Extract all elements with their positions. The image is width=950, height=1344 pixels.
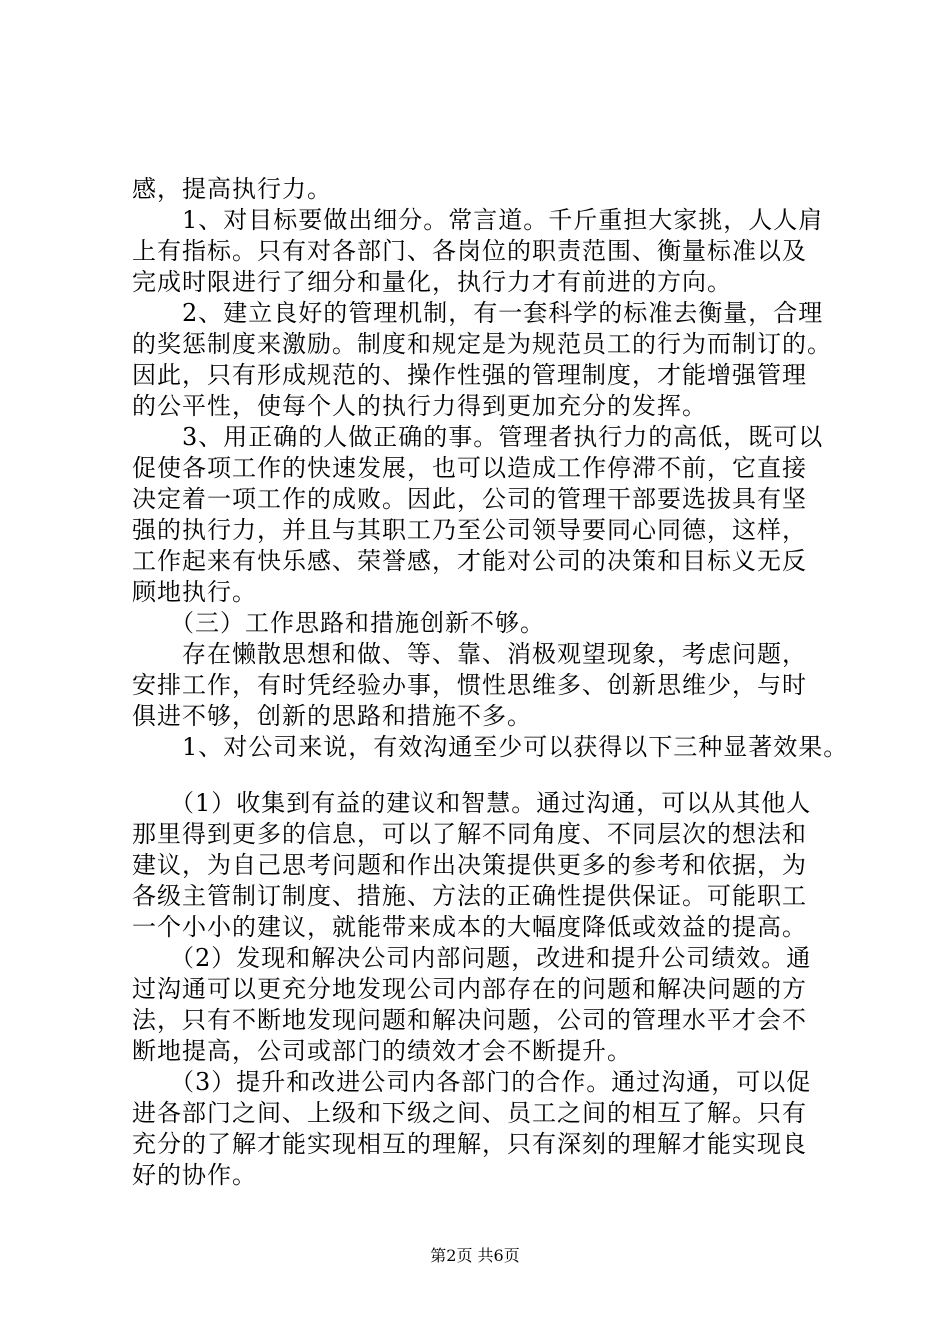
- body-text-line: 俱进不够，创新的思路和措施不多。: [132, 702, 532, 730]
- body-text-line: 上有指标。只有对各部门、各岗位的职责范围、衡量标准以及: [132, 237, 807, 265]
- body-text-line: 顾地执行。: [132, 578, 257, 606]
- body-text-line: 强的执行力，并且与其职工乃至公司领导要同心同德，这样，: [132, 516, 807, 544]
- body-text-line: 工作起来有快乐感、荣誉感，才能对公司的决策和目标义无反: [132, 547, 807, 575]
- body-text-line: 各级主管制订制度、措施、方法的正确性提供保证。可能职工: [132, 882, 807, 910]
- body-text-line: （1）收集到有益的建议和智慧。通过沟通，可以从其他人: [132, 789, 812, 817]
- section-heading: （三）工作思路和措施创新不够。: [132, 609, 545, 637]
- body-text-line: 建议，为自己思考问题和作出决策提供更多的参考和依据，为: [132, 851, 807, 879]
- body-text-line: 那里得到更多的信息，可以了解不同角度、不同层次的想法和: [132, 820, 807, 848]
- body-text-line: 法，只有不断地发现问题和解决问题，公司的管理水平才会不: [132, 1006, 807, 1034]
- body-text-line: 存在懒散思想和做、等、靠、消极观望现象，考虑问题，: [132, 640, 807, 668]
- body-text-line: 的奖惩制度来激励。制度和规定是为规范员工的行为而制订的。: [132, 330, 832, 358]
- body-text-line: 1、对公司来说，有效沟通至少可以获得以下三种显著效果。: [132, 733, 849, 761]
- page-number: 第2页 共6页: [430, 1246, 520, 1265]
- body-text-line: 完成时限进行了细分和量化，执行力才有前进的方向。: [132, 268, 732, 296]
- body-text-line: 进各部门之间、上级和下级之间、员工之间的相互了解。只有: [132, 1099, 807, 1127]
- body-text-line: （2）发现和解决公司内部问题，改进和提升公司绩效。通: [132, 944, 812, 972]
- body-text-line: 促使各项工作的快速发展，也可以造成工作停滞不前，它直接: [132, 454, 807, 482]
- body-text-line: 充分的了解才能实现相互的理解，只有深刻的理解才能实现良: [132, 1130, 807, 1158]
- body-text-line: 3、用正确的人做正确的事。管理者执行力的高低，既可以: [132, 423, 824, 451]
- body-text-line: 2、建立良好的管理机制，有一套科学的标准去衡量，合理: [132, 299, 824, 327]
- body-text-line: 一个小小的建议，就能带来成本的大幅度降低或效益的提高。: [132, 913, 807, 941]
- body-text-line: 断地提高，公司或部门的绩效才会不断提升。: [132, 1037, 632, 1065]
- body-text-line: 的公平性，使每个人的执行力得到更加充分的发挥。: [132, 392, 707, 420]
- body-text-line: 过沟通可以更充分地发现公司内部存在的问题和解决问题的方: [132, 975, 807, 1003]
- body-text-line: （3）提升和改进公司内各部门的合作。通过沟通，可以促: [132, 1068, 812, 1096]
- body-text-line: 好的协作。: [132, 1161, 257, 1189]
- body-text-line: 1、对目标要做出细分。常言道。千斤重担大家挑，人人肩: [132, 206, 824, 234]
- body-text-line: 感，提高执行力。: [132, 175, 332, 203]
- body-text-line: 因此，只有形成规范的、操作性强的管理制度，才能增强管理: [132, 361, 807, 389]
- body-text-line: 决定着一项工作的成败。因此，公司的管理干部要选拔具有坚: [132, 485, 807, 513]
- body-text-line: 安排工作，有时凭经验办事，惯性思维多、创新思维少，与时: [132, 671, 807, 699]
